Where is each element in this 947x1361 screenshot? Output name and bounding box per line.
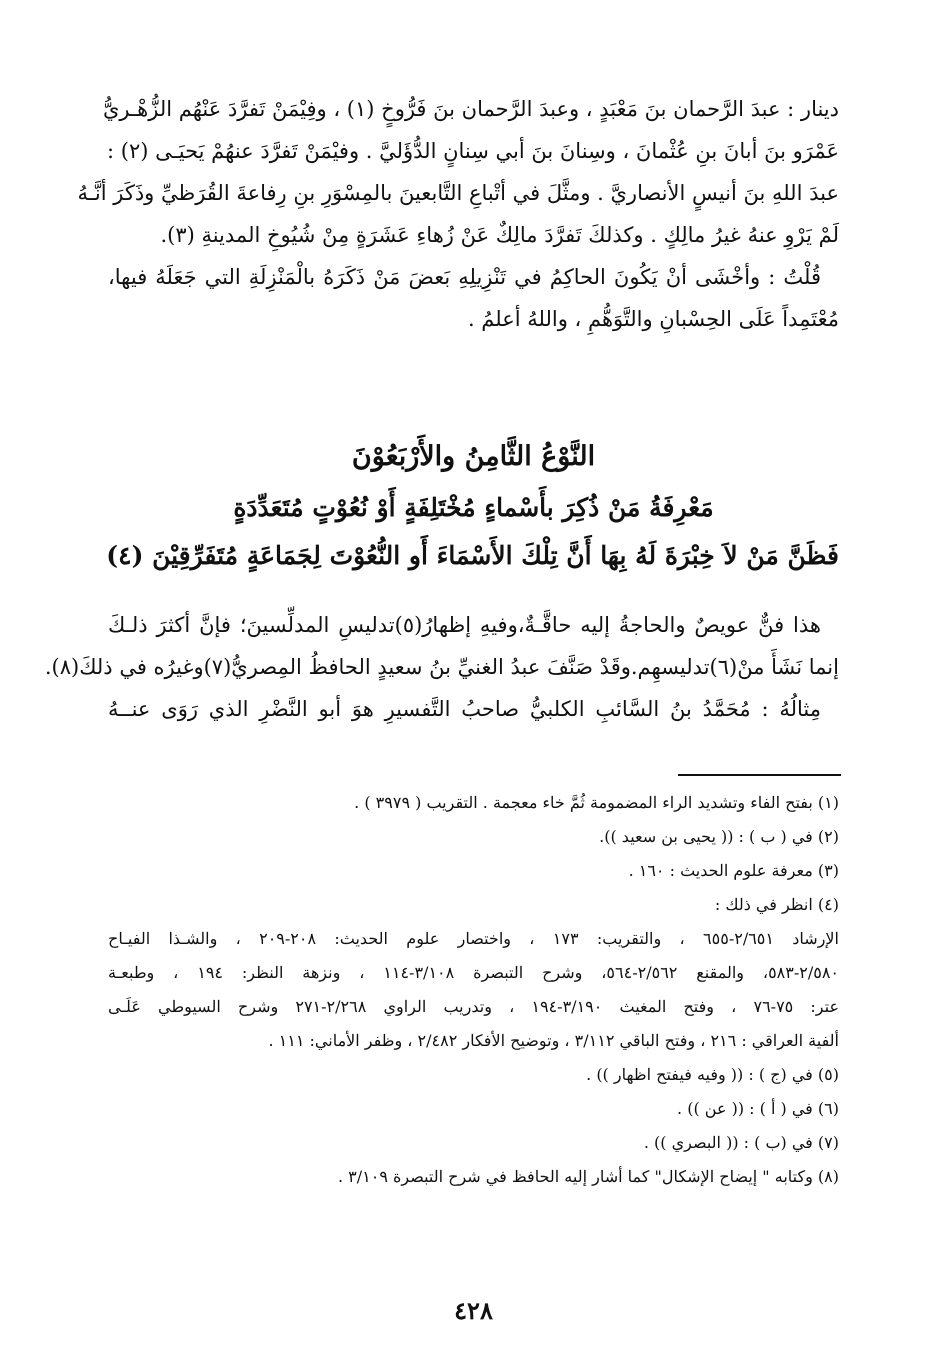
footnote: (٤) انظر في ذلك : xyxy=(714,895,839,914)
footnote: (٣) معرفة علوم الحديث : ١٦٠ . xyxy=(628,861,839,880)
footnotes xyxy=(108,786,839,1194)
text-line: عَمْرَو بنَ أبانَ بنِ عُثْمانَ ، وسِنانَ بنَ أبي سِنانٍ الدُّؤَليَّ . وفيْمَنْ تَفرَّدَ عنهُمْ يَحيَـى (٢) : xyxy=(107,139,839,163)
section-subtitle: مَعْرِفَةُ مَنْ ذُكِرَ بأَسْماءٍ مُخْتَلِفَةٍ أَوْ نُعُوْتٍ مُتَعَدِّدَةٍ xyxy=(233,493,714,522)
text-line: مِثالُهُ : مُحَمَّدُ بنُ السَّائبِ الكلبيُّ صاحبُ التَّفسيرِ هوَ أبو النَّضْرِ الذي رَوَى عنــهُ xyxy=(108,697,821,721)
footnote: (١) بفتح الفاء وتشديد الراء المضمومة ثُمَّ خاء معجمة . التقريب ( ٣٩٧٩ ) . xyxy=(354,793,839,812)
text-line: قُلْتُ : وأخْشَى أنْ يَكُونَ الحاكِمُ في تَنْزِيلِهِ بَعضَ مَنْ ذَكَرَهُ بالْمَنْزِلَةِ التي جَعَلَهُ فيها، xyxy=(108,265,821,289)
text-line: هذا فنٌّ عويصٌ والحاجةُ إليه حاقَّـةٌ،وفيهِ إظهارُ(٥)تدليسِ المدلِّسينَ؛ فإنَّ أكثرَ ذلـكَ xyxy=(108,613,821,637)
text-line: مُعْتَمِداً عَلَى الحِسْبانِ والتَّوَهُّمِ ، واللهُ أعلمُ . xyxy=(467,307,839,331)
footnote-line: ألفية العراقي : ٢١٦ ، وفتح الباقي ٣/١١٢ ، وتوضيح الأفكار ٢/٤٨٢ ، وظفر الأماني: ١١١ . xyxy=(268,1031,839,1050)
footnote: (٨) وكتابه " إيضاح الإشكال" كما أشار إليه الحافظ في شرح التبصرة ٣/١٠٩ . xyxy=(337,1167,839,1186)
text-line: إنما نَشَأَ منْ(٦)تدليسهِم.وقَدْ صَنَّفَ عبدُ الغنيِّ بنُ سعيدٍ الحافظُ المِصريُّ(٧)وغيرُه في ذلكَ(٨). xyxy=(44,655,839,679)
text-line: عبدَ اللهِ بنَ أنيسٍ الأنصاريَّ . ومثَّلَ في أتْباعِ التَّابعينَ بالمِسْوَرِ بنِ رِفاعةَ القُرَظيِّ وذَكَرَ أنَّـهُ xyxy=(77,181,839,205)
footnote: (٧) في (ب ) : (( البصري )) . xyxy=(643,1133,839,1152)
section-body xyxy=(44,604,839,730)
section-title: النَّوْعُ الثَّامِنُ والأَرْبَعُوْنَ xyxy=(351,441,596,472)
footnote-line: عتر: ٧٥-٧٦ ، وفتح المغيث ٣/١٩٠-١٩٤ ، وتدريب الراوي ٢/٢٦٨-٢٧١ وشرح السيوطي عَلَـى xyxy=(108,997,839,1016)
footnote-divider xyxy=(678,774,841,776)
footnote: (٢) في ( ب ) : (( يحيى بن سعيد )). xyxy=(599,827,839,846)
text-line: دينار : عبدَ الرَّحمان بنَ مَعْبَدٍ ، وعبدَ الرَّحمان بنَ فَرُّوخٍ (١) ، وفِيْمَنْ تَفرَّدَ عَنْهُم الزُّهْـريُّ xyxy=(103,97,839,121)
footnote-line: ٢/٥٨٠-٥٨٣، والمقنع ٢/٥٦٢-٥٦٤، وشرح التبصرة ٣/١٠٨-١١٤ ، ونزهة النظر: ١٩٤ ، وطبعـة xyxy=(108,963,840,982)
main-text-block xyxy=(77,88,839,340)
footnote: (٦) في ( أ ) : (( عن )) . xyxy=(677,1099,839,1118)
footnote-line: الإرشاد ٢/٦٥١-٦٥٥ ، والتقريب: ١٧٣ ، واختصار علوم الحديث: ٢٠٨-٢٠٩ ، والشـذا الفيـاح xyxy=(108,929,840,948)
page-number: ٤٢٨ xyxy=(454,1296,493,1325)
text-line: لَمْ يَرْوِ عنهُ غيرُ مالِكٍ . وكذلكَ تَفرَّدَ مالِكٌ عَنْ زُهاءِ عَشَرَةٍ مِنْ شُيُوخِ المدينةِ (٣). xyxy=(160,223,839,247)
section-heading xyxy=(108,430,839,580)
section-subtitle: فَظَنَّ مَنْ لاَ خِبْرَةَ لَهُ بِهَا أَنَّ تِلْكَ الأَسْمَاءَ أَو النُّعُوْتَ لِجَمَاعَةٍ مُتَفَرِّقِيْنَ (٤) xyxy=(106,541,839,570)
footnote: (٥) في (ج ) : (( وفيه فيفتح اظهار )) . xyxy=(586,1065,839,1084)
